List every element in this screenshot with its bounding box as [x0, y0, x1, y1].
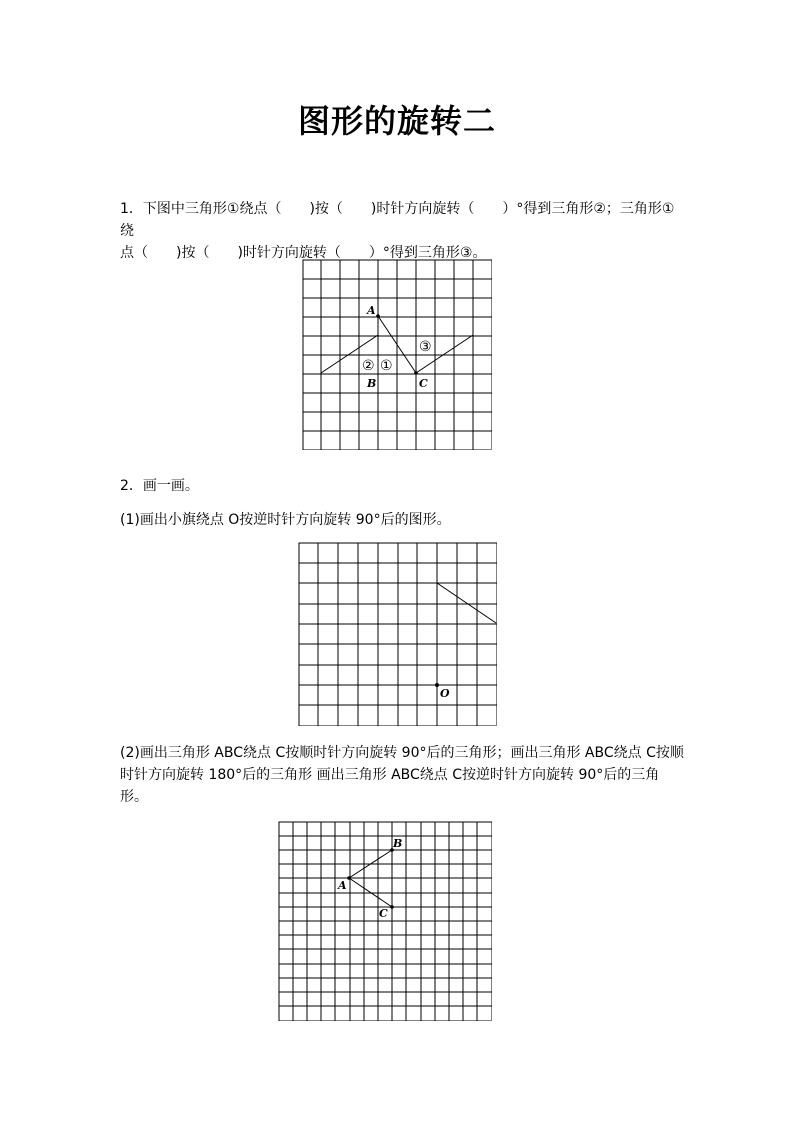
- point-a: [347, 876, 351, 880]
- point-c: [414, 371, 418, 375]
- question-2-part-1: (1)画出小旗绕点 O按逆时针方向旋转 90°后的图形。: [120, 512, 451, 528]
- question-1-line-1: 1．下图中三角形①绕点（ )按（ )时针方向旋转（ ）°得到三角形②；三角形①绕: [120, 201, 675, 239]
- label-c: C: [379, 907, 388, 920]
- rotation-grid-1: [302, 259, 492, 450]
- triangle-3-mark: ③: [419, 339, 432, 355]
- question-1-text: [120, 198, 680, 264]
- question-2-heading: 2．画一画。: [120, 478, 199, 494]
- question-2-part-2: [120, 742, 685, 808]
- rotation-grid-2: [298, 542, 497, 726]
- question-2-part-2-line-1: (2)画出三角形 ABC绕点 C按顺时针方向旋转 90°后的三角形；画出三角形 ABC绕点 C按顺: [120, 745, 684, 761]
- label-a: A: [367, 304, 376, 317]
- label-b: B: [367, 377, 377, 390]
- page-title: 图形的旋转二: [297, 102, 496, 140]
- label-a: A: [338, 879, 347, 892]
- point-o: [435, 683, 439, 687]
- triangle-1-mark: ①: [380, 358, 393, 374]
- label-o: O: [440, 687, 450, 700]
- point-a: [376, 314, 380, 318]
- label-b: B: [393, 837, 403, 850]
- point-c: [390, 905, 394, 909]
- question-1-line-2: 点（ )按（ )时针方向旋转（ ）°得到三角形③。: [120, 245, 487, 261]
- rotation-grid-3: [278, 821, 492, 1021]
- flag-edge: [437, 583, 496, 623]
- question-2-part-2-line-2: 时针方向旋转 180°后的三角形 画出三角形 ABC绕点 C按逆时针方向旋转 90°后的三角形。: [120, 767, 660, 805]
- label-c: C: [419, 377, 428, 390]
- triangle-2-mark: ②: [362, 358, 375, 374]
